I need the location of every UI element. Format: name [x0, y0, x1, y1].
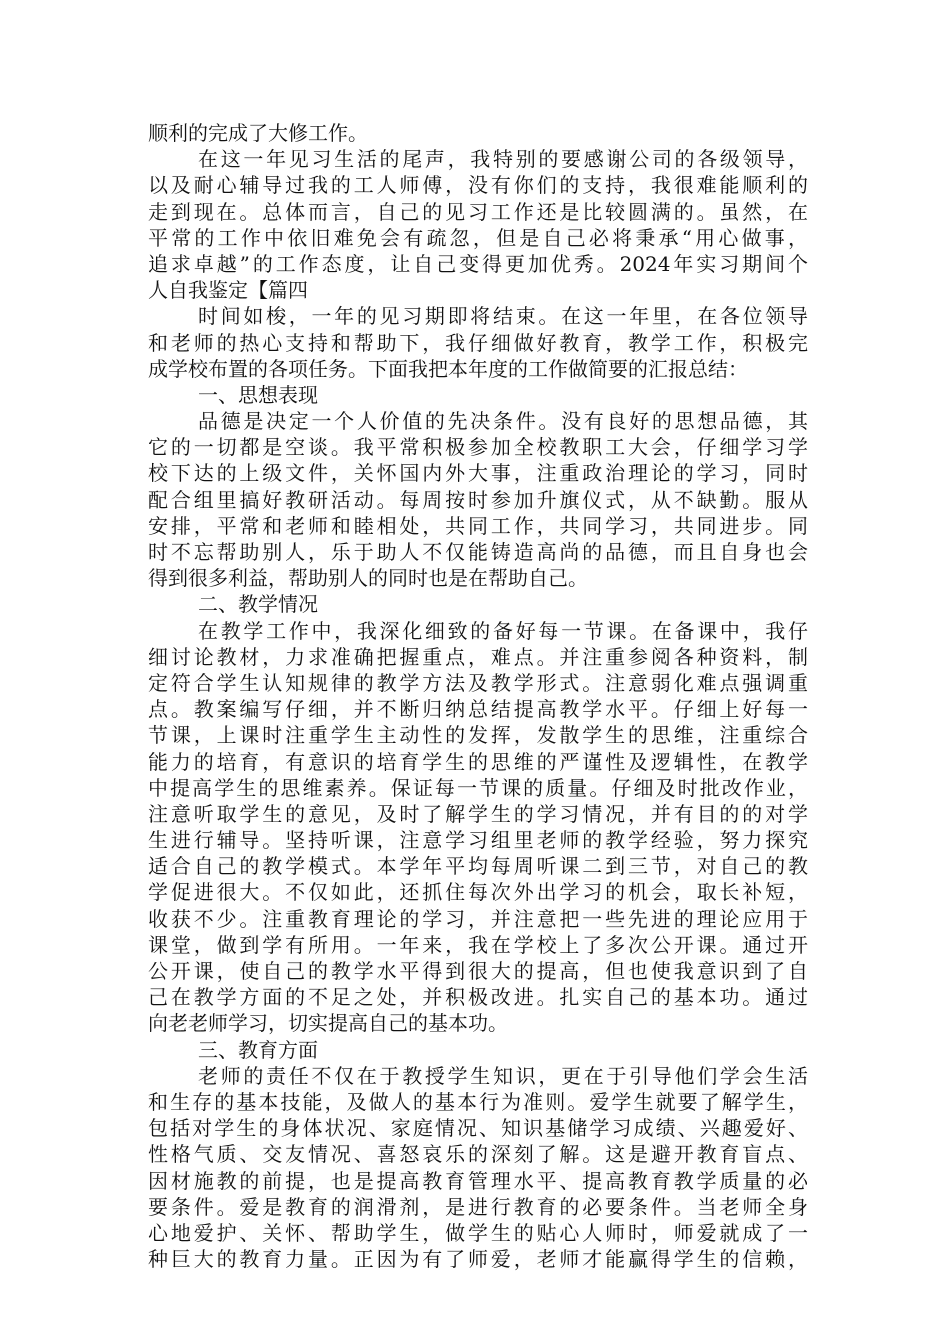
text-line: 因材施教的前提，也是提高教育管理水平、提高教育教学质量的必	[148, 1168, 808, 1193]
text-line: 在这一年见习生活的尾声，我特别的要感谢公司的各级领导，	[198, 147, 808, 172]
text-line: 要条件。爱是教育的润滑剂，是进行教育的必要条件。当老师全身	[148, 1194, 808, 1219]
text-line: 定符合学生认知规律的教学方法及教学形式。注意弱化难点强调重	[148, 670, 808, 695]
text-line: 生进行辅导。坚持听课，注意学习组里老师的教学经验，努力探究	[148, 828, 808, 853]
text-line: 己在教学方面的不足之处，并积极改进。扎实自己的基本功。通过	[148, 985, 808, 1010]
text-line: 心地爱护、关怀、帮助学生，做学生的贴心人师时，师爱就成了一	[148, 1220, 808, 1245]
document-body	[148, 120, 808, 1272]
text-line: 种巨大的教育力量。正因为有了师爱，老师才能赢得学生的信赖，	[148, 1247, 808, 1272]
text-line: 中提高学生的思维素养。保证每一节课的质量。仔细及时批改作业，	[148, 775, 808, 800]
text-line: 和生存的基本技能，及做人的基本行为准则。爱学生就要了解学生，	[148, 1089, 808, 1114]
text-line: 平常的工作中依旧难免会有疏忽，但是自己必将秉承“用心做事，	[148, 225, 808, 250]
text-line: 在教学工作中，我深化细致的备好每一节课。在备课中，我仔	[198, 618, 808, 643]
text-line: 顺利的完成了大修工作。	[148, 121, 368, 145]
text-line: 品德是决定一个人价值的先决条件。没有良好的思想品德，其	[198, 409, 808, 434]
text-line: 配合组里搞好教研活动。每周按时参加升旗仪式，从不缺勤。服从	[148, 487, 808, 512]
text-line: 课堂，做到学有所用。一年来，我在学校上了多次公开课。通过开	[148, 932, 808, 957]
text-line: 校下达的上级文件，关怀国内外大事，注重政治理论的学习，同时	[148, 461, 808, 486]
text-line: 它的一切都是空谈。我平常积极参加全校教职工大会，仔细学习学	[148, 435, 808, 460]
text-line: 细讨论教材，力求准确把握重点，难点。并注重参阅各种资料，制	[148, 644, 808, 669]
text-line: 适合自己的教学模式。本学年平均每周听课二到三节，对自己的教	[148, 854, 808, 879]
text-line: 性格气质、交友情况、喜怒哀乐的深刻了解。这是避开教育盲点、	[148, 1142, 808, 1167]
text-line: 向老老师学习，切实提高自己的基本功。	[148, 1011, 508, 1036]
text-line: 节课，上课时注重学生主动性的发挥，发散学生的思维，注重综合	[148, 723, 808, 748]
text-line: 一、思想表现	[198, 382, 318, 407]
text-line: 时间如梭，一年的见习期即将结束。在这一年里，在各位领导	[198, 304, 808, 329]
text-line: 成学校布置的各项任务。下面我把本年度的工作做简要的汇报总结：	[148, 356, 748, 381]
text-line: 走到现在。总体而言，自己的见习工作还是比较圆满的。虽然，在	[148, 199, 808, 224]
text-line: 点。教案编写仔细，并不断归纳总结提高教学水平。仔细上好每一	[148, 697, 808, 722]
text-line: 得到很多利益，帮助别人的同时也是在帮助自己。	[148, 566, 588, 591]
text-line: 和老师的热心支持和帮助下，我仔细做好教育，教学工作，积极完	[148, 330, 808, 355]
text-line: 人自我鉴定【篇四	[148, 278, 308, 303]
text-line: 注意听取学生的意见，及时了解学生的学习情况，并有目的的对学	[148, 801, 808, 826]
text-line: 安排，平常和老师和睦相处，共同工作，共同学习，共同进步。同	[148, 513, 808, 538]
text-line: 收获不少。注重教育理论的学习，并注意把一些先进的理论应用于	[148, 906, 808, 931]
text-line: 追求卓越”的工作态度，让自己变得更加优秀。2024年实习期间个	[148, 251, 808, 276]
text-line: 三、教育方面	[198, 1037, 318, 1062]
text-line: 以及耐心辅导过我的工人师傅，没有你们的支持，我很难能顺利的	[148, 173, 808, 198]
text-line: 公开课，使自己的教学水平得到很大的提高，但也使我意识到了自	[148, 959, 808, 983]
text-line: 老师的责任不仅在于教授学生知识，更在于引导他们学会生活	[198, 1063, 808, 1088]
text-line: 包括对学生的身体状况、家庭情况、知识基储学习成绩、兴趣爱好、	[148, 1116, 808, 1141]
text-line: 学促进很大。不仅如此，还抓住每次外出学习的机会，取长补短，	[148, 880, 808, 905]
text-line: 时不忘帮助别人，乐于助人不仅能铸造高尚的品德，而且自身也会	[148, 540, 808, 564]
text-line: 二、教学情况	[198, 592, 318, 617]
text-line: 能力的培育，有意识的培育学生的思维的严谨性及逻辑性，在教学	[148, 749, 808, 774]
